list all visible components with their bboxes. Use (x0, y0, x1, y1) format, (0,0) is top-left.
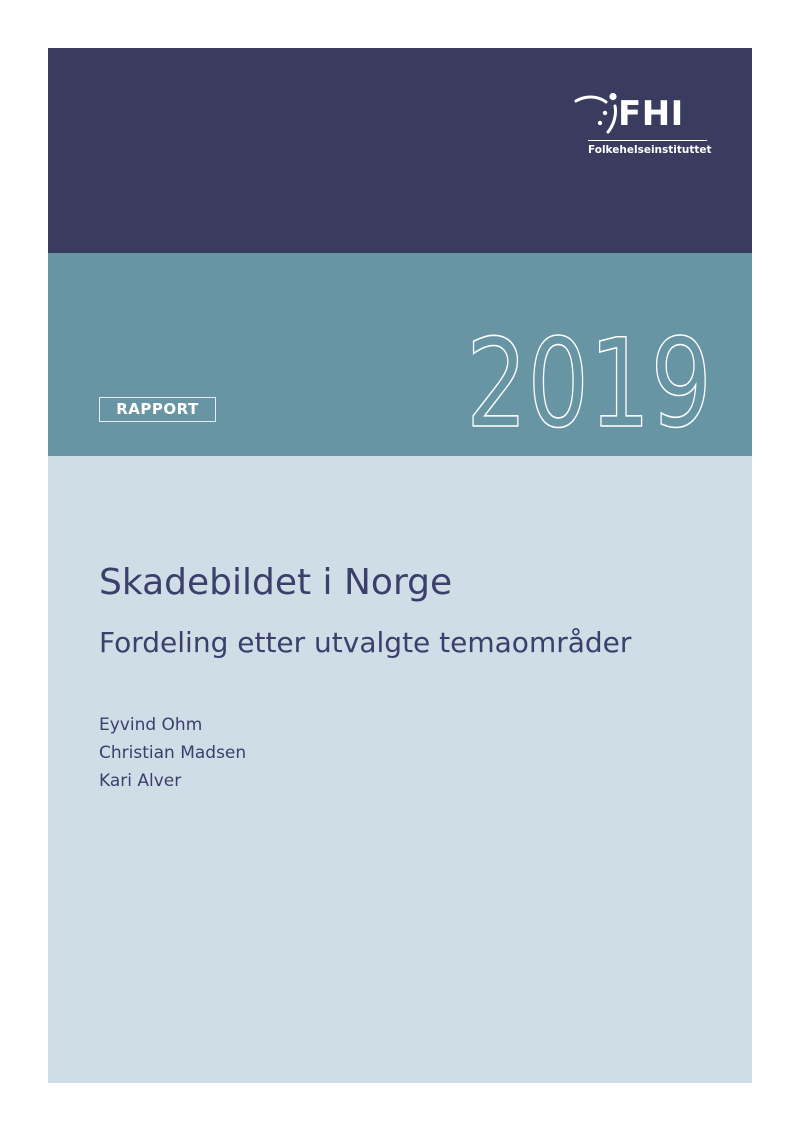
report-subtitle: Fordeling etter utvalgte temaområder (99, 626, 632, 659)
author-name: Christian Madsen (99, 743, 247, 763)
report-cover (48, 48, 752, 1083)
logo-divider (588, 140, 707, 141)
logo-wordmark: FHI (618, 94, 684, 134)
author-list (99, 711, 246, 795)
author-name: Kari Alver (99, 771, 182, 791)
year-text: 2019 (466, 313, 712, 455)
author-name: Eyvind Ohm (99, 715, 203, 735)
year-label (458, 313, 720, 455)
fhi-figure-icon (574, 92, 624, 138)
logo-subtitle: Folkehelseinstituttet (588, 144, 712, 156)
fhi-logo (574, 92, 712, 162)
report-type-badge: RAPPORT (99, 397, 216, 422)
report-title: Skadebildet i Norge (99, 562, 453, 603)
header-band (48, 48, 752, 253)
